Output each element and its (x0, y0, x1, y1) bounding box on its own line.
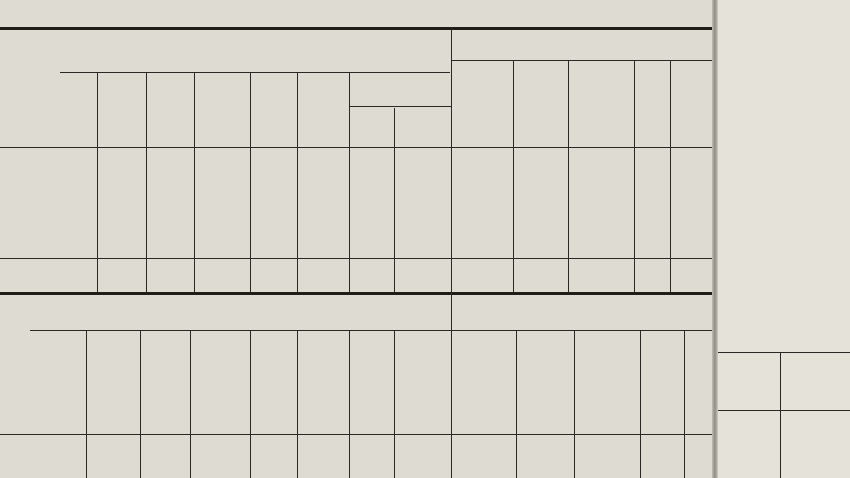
vline (86, 330, 87, 478)
header-rule (0, 147, 712, 148)
vline (146, 72, 147, 294)
year-1910-rule (60, 72, 450, 73)
vline (250, 330, 251, 478)
vline (451, 27, 452, 294)
year-1911-rule (452, 60, 712, 61)
labour-rule (349, 106, 451, 107)
vline (516, 330, 517, 478)
vline (97, 72, 98, 294)
vline (640, 330, 641, 478)
vline (190, 330, 191, 478)
vline (394, 330, 395, 478)
total-rule (0, 258, 712, 259)
vline (349, 330, 350, 478)
top-rule (0, 27, 712, 30)
vline (394, 108, 395, 294)
vline (684, 330, 685, 478)
middle-rule (0, 292, 712, 295)
vline (297, 72, 298, 294)
vline (574, 330, 575, 478)
vline (140, 330, 141, 478)
vline (194, 72, 195, 294)
vline (451, 292, 452, 478)
right-rule (718, 352, 850, 353)
vline (250, 72, 251, 294)
vline (297, 330, 298, 478)
right-rule (718, 410, 850, 411)
book-page-right (718, 0, 850, 478)
right-vline (780, 352, 781, 478)
total-rule (0, 434, 712, 435)
year-1912-rule (30, 330, 712, 331)
